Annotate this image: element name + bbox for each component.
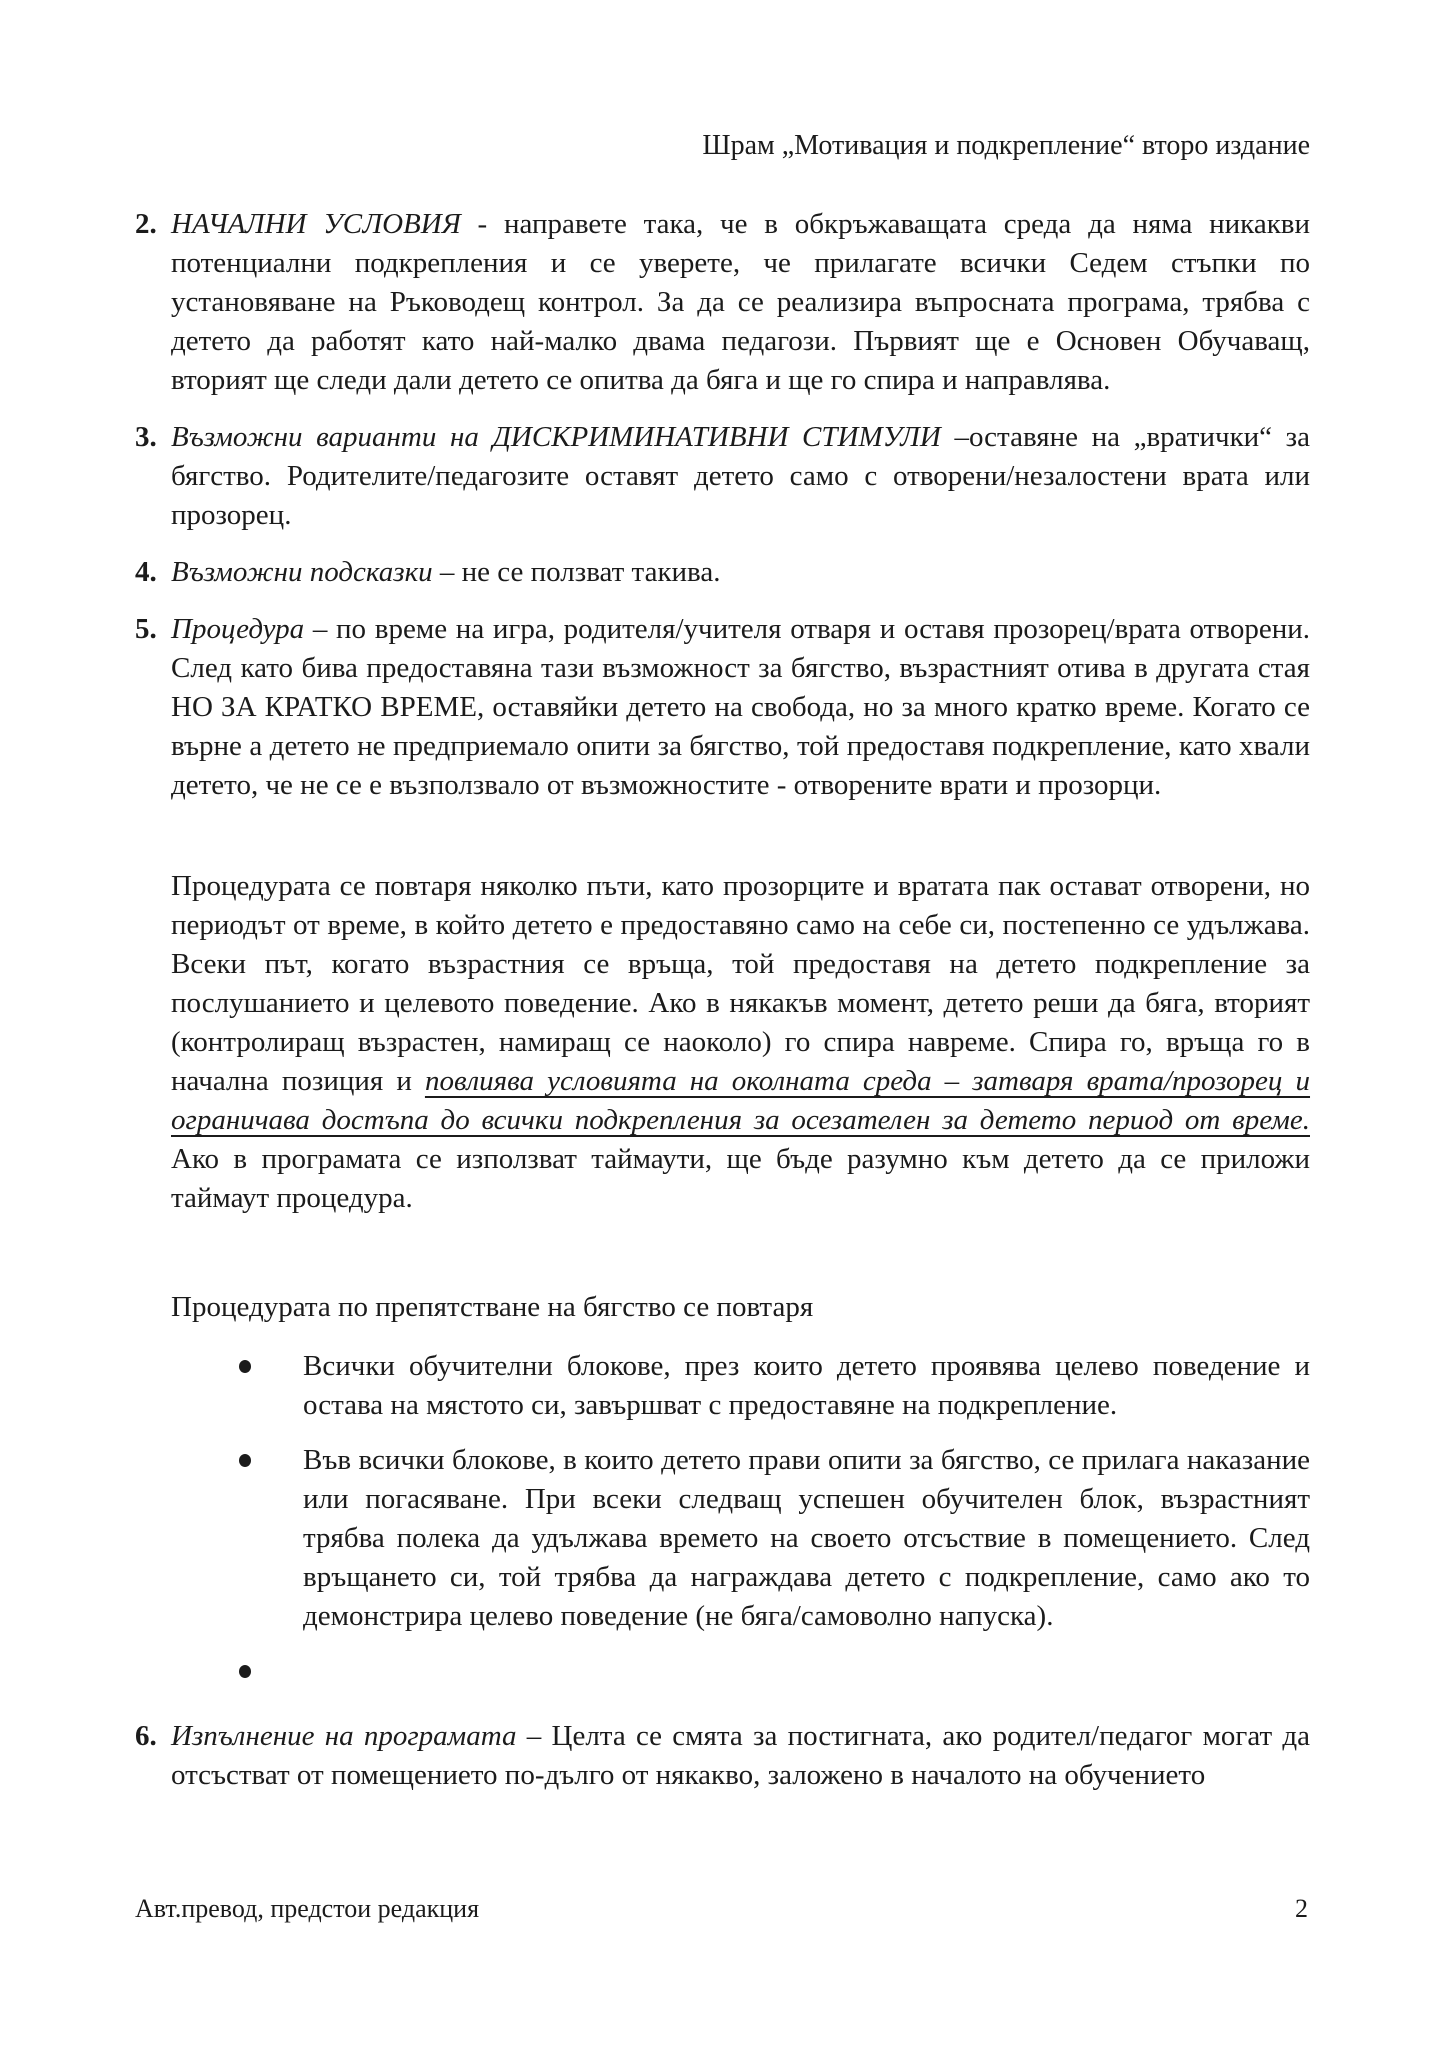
item-2-text: - направете така, че в обкръжаващата среда да няма никакви потенциални подкрепления и се уверете, че прилагате всички Седем стъпки по установяване на Ръководещ контрол. За да се реализира въпросната програма, трябва с детето да работят като най-малко двама педагози. Първият ще е Основен Обучаващ, вторият ще следи дали детето се опитва да бяга и ще го спира и направлява.	[171, 208, 1310, 396]
numbered-item-2	[135, 205, 1310, 400]
paragraph-repeat-procedure	[171, 867, 1310, 1218]
item-3-number: 3.	[135, 421, 157, 453]
bullet-1-text: Всички обучителни блокове, през които детето проявява целево поведение и остава на мястото си, завършват с предоставяне на подкрепление.	[303, 1350, 1310, 1421]
item-5-lead: Процедура	[171, 613, 305, 645]
bullet-item-3-empty	[135, 1652, 1310, 1691]
item-2-number: 2.	[135, 208, 157, 240]
item-6-number: 6.	[135, 1720, 157, 1752]
bullet-item-2	[135, 1441, 1310, 1636]
item-3-text: –оставяне на „вратички“ за бягство. Родителите/педагозите оставят детето само с отворени/незалостени врата или прозорец.	[171, 421, 1310, 531]
item-4-lead: Възможни подсказки	[171, 556, 433, 588]
numbered-item-6	[135, 1717, 1310, 1795]
page-number: 2	[1295, 1894, 1308, 1923]
item-5-text: – по време на игра, родителя/учителя отваря и оставя прозорец/врата отворени. След като бива предоставяна тази възможност за бягство, възрастният отива в другата стая НО ЗА КРАТКО ВРЕМЕ, оставяйки детето на свобода, но за много кратко време. Когато се върне а детето не предприемало опити за бягство, той предоставя подкрепление, като хвали детето, че не се е възползвало от възможностите - отворените врати и прозорци.	[171, 613, 1310, 801]
bullet-dot-icon	[239, 1454, 251, 1467]
underlined-segment: повлиява условията на околната среда – затваря врата/прозорец и ограничава достъпа до всички подкрепления за осезателен за детето период от време.	[171, 1065, 1311, 1136]
footer-note: Авт.превод, предстои редакция	[135, 1894, 480, 1923]
item-2-lead: НАЧАЛНИ УСЛОВИЯ	[171, 208, 461, 240]
bullet-item-1	[135, 1347, 1310, 1425]
item-5-number: 5.	[135, 613, 157, 645]
repeat-procedure-text-1: Процедурата се повтаря няколко пъти, като прозорците и вратата пак остават отворени, но периодът от време, в който детето е предоставяно само на себе си, постепенно се удължава. Всеки път, когато възрастния се връща, той предоставя на детето подкрепление за послушанието и целевото поведение. Ако в някакъв момент, детето реши да бяга, вторият (контролиращ възрастен, намиращ се наоколо) го спира навреме. Спира го, връща го в начална позиция и	[171, 870, 1310, 1097]
item-6-lead: Изпълнение на програмата	[171, 1720, 517, 1752]
bullet-list	[135, 1347, 1310, 1691]
page-footer	[135, 1893, 1308, 1925]
item-3-lead: Възможни варианти на ДИСКРИМИНАТИВНИ СТИМУЛИ	[171, 421, 941, 453]
numbered-item-4	[135, 553, 1310, 592]
bullet-dot-icon	[239, 1360, 251, 1373]
numbered-item-3	[135, 418, 1310, 535]
item-4-text: – не се ползват такива.	[432, 556, 721, 588]
numbered-item-5	[135, 610, 1310, 805]
repeat-procedure-text-2: Ако в програмата се използват таймаути, ще бъде разумно към детето да се приложи таймаут процедура.	[171, 1143, 1310, 1214]
item-4-number: 4.	[135, 556, 157, 588]
paragraph-bullets-intro: Процедурата по препятстване на бягство се повтаря	[171, 1291, 814, 1323]
bullet-dot-icon	[239, 1665, 251, 1678]
bullet-2-text: Във всички блокове, в които детето прави опити за бягство, се прилага наказание или погасяване. При всеки следващ успешен обучителен блок, възрастният трябва полека да удължава времето на своето отсъствие в помещението. След връщането си, той трябва да награждава детето с подкрепление, само ако то демонстрира целево поведение (не бяга/самоволно напуска).	[303, 1444, 1310, 1632]
item-6-text: – Целта се смята за постигната, ако родител/педагог могат да отсъстват от помещението по-дълго от някакво, заложено в началото на обучението	[171, 1720, 1310, 1791]
page-header: Шрам „Мотивация и подкрепление“ второ издание	[702, 130, 1310, 161]
